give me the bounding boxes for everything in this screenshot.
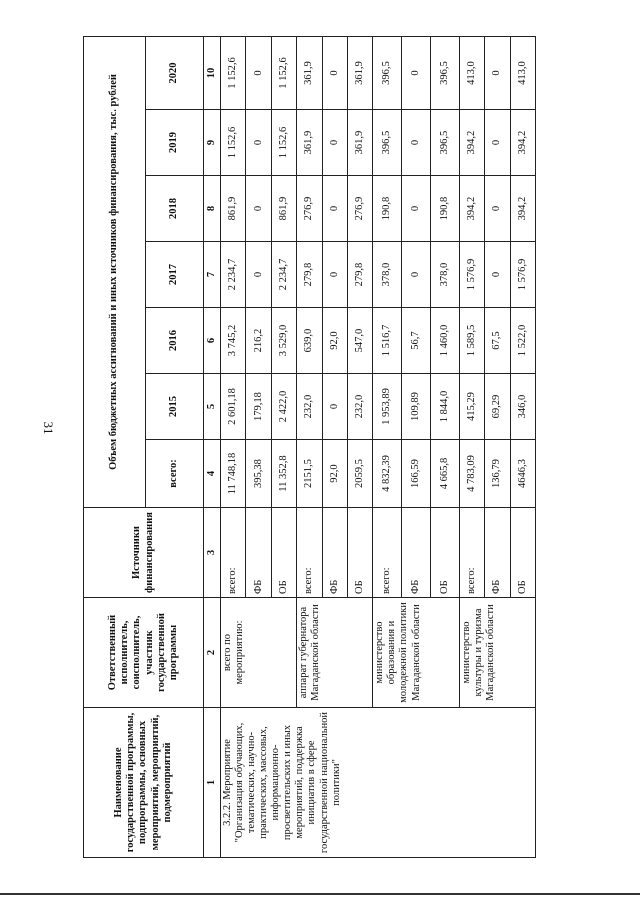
funding-source: ФБ (322, 508, 347, 598)
amount-cell: 346,0 (510, 374, 536, 440)
header-year-2018: 2018 (146, 176, 204, 242)
amount-cell: 1 152,6 (271, 110, 296, 176)
funding-source: ФБ (402, 508, 431, 598)
col-number: 5 (204, 374, 221, 440)
amount-cell: 378,0 (373, 242, 402, 308)
funding-source: ОБ (510, 508, 536, 598)
amount-cell: 361,9 (347, 110, 372, 176)
amount-cell: 92,0 (322, 440, 347, 508)
amount-cell: 2151,5 (297, 440, 322, 508)
amount-cell: 109,89 (402, 374, 431, 440)
financing-table (83, 36, 536, 858)
header-year-2015: 2015 (146, 374, 204, 440)
col-number: 8 (204, 176, 221, 242)
amount-cell: 69,29 (485, 374, 510, 440)
col-number: 6 (204, 308, 221, 374)
amount-cell: 396,5 (373, 36, 402, 109)
amount-cell: 413,0 (459, 36, 484, 109)
header-volume: Объем бюджетных ассигнований и иных источников финансирования, тыс. рублей (84, 36, 146, 507)
col-number: 1 (204, 708, 221, 858)
amount-cell: 232,0 (297, 374, 322, 440)
executor-all: всего по мероприятию: (221, 598, 297, 708)
amount-cell: 4 665,8 (430, 440, 459, 508)
amount-cell: 413,0 (510, 36, 536, 109)
header-year-2017: 2017 (146, 242, 204, 308)
amount-cell: 4 783,09 (459, 440, 484, 508)
rotated-table-wrapper (83, 37, 536, 858)
amount-cell: 3 745,2 (221, 308, 246, 374)
amount-cell: 179,18 (246, 374, 271, 440)
funding-source: всего: (373, 508, 402, 598)
amount-cell: 92,0 (322, 308, 347, 374)
amount-cell: 0 (485, 242, 510, 308)
amount-cell: 361,9 (347, 36, 372, 109)
funding-source: всего: (459, 508, 484, 598)
amount-cell: 0 (246, 110, 271, 176)
executor-education-ministry: министерство образования и молодежной политики Магаданской области (373, 598, 459, 708)
amount-cell: 1 576,9 (459, 242, 484, 308)
amount-cell: 190,8 (373, 176, 402, 242)
amount-cell: 1 152,6 (221, 110, 246, 176)
funding-source: ОБ (347, 508, 372, 598)
page-number: 31 (41, 421, 56, 435)
amount-cell: 0 (402, 176, 431, 242)
header-year-2020: 2020 (146, 36, 204, 109)
amount-cell: 0 (485, 110, 510, 176)
amount-cell: 1 844,0 (430, 374, 459, 440)
amount-cell: 136,79 (485, 440, 510, 508)
amount-cell: 67,5 (485, 308, 510, 374)
amount-cell: 0 (485, 176, 510, 242)
header-executor: Ответственный исполнитель, соисполнитель, участник государственной программы (84, 598, 204, 708)
amount-cell: 394,2 (459, 110, 484, 176)
amount-cell: 1 953,89 (373, 374, 402, 440)
amount-cell: 378,0 (430, 242, 459, 308)
funding-source: всего: (297, 508, 322, 598)
amount-cell: 0 (402, 110, 431, 176)
amount-cell: 0 (322, 374, 347, 440)
amount-cell: 639,0 (297, 308, 322, 374)
amount-cell: 394,2 (459, 176, 484, 242)
funding-source: ФБ (485, 508, 510, 598)
amount-cell: 2 422,0 (271, 374, 296, 440)
amount-cell: 0 (402, 36, 431, 109)
header-name: Наименование государственной программы, подпрограммы, основных мероприятий, мероприятий, подмероприятий (84, 708, 204, 858)
measure-name: 3.2.2. Мероприятие "Организация обучающих, тематических, научно-практических, массовых, информационно-просветительских и иных мероприятий, поддержка инициатив в сфере государственной национальной политики" (221, 708, 536, 858)
amount-cell: 232,0 (347, 374, 372, 440)
funding-source: ОБ (430, 508, 459, 598)
amount-cell: 276,9 (297, 176, 322, 242)
amount-cell: 1 516,7 (373, 308, 402, 374)
col-number: 3 (204, 508, 221, 598)
amount-cell: 0 (246, 242, 271, 308)
header-year-2016: 2016 (146, 308, 204, 374)
amount-cell: 190,8 (430, 176, 459, 242)
amount-cell: 394,2 (510, 176, 536, 242)
amount-cell: 276,9 (347, 176, 372, 242)
amount-cell: 1 576,9 (510, 242, 536, 308)
amount-cell: 2 601,18 (221, 374, 246, 440)
amount-cell: 415,29 (459, 374, 484, 440)
amount-cell: 1 152,6 (221, 36, 246, 109)
amount-cell: 279,8 (297, 242, 322, 308)
amount-cell: 861,9 (221, 176, 246, 242)
col-number: 2 (204, 598, 221, 708)
amount-cell: 279,8 (347, 242, 372, 308)
amount-cell: 0 (246, 36, 271, 109)
amount-cell: 56,7 (402, 308, 431, 374)
header-total: всего: (146, 440, 204, 508)
amount-cell: 216,2 (246, 308, 271, 374)
scan-bottom-edge (0, 893, 640, 895)
amount-cell: 1 460,0 (430, 308, 459, 374)
col-number: 4 (204, 440, 221, 508)
amount-cell: 11 352,8 (271, 440, 296, 508)
amount-cell: 0 (322, 242, 347, 308)
amount-cell: 547,0 (347, 308, 372, 374)
executor-culture-ministry: министерство культуры и туризма Магаданской области (459, 598, 535, 708)
amount-cell: 396,5 (430, 110, 459, 176)
funding-source: всего: (221, 508, 246, 598)
amount-cell: 4646,3 (510, 440, 536, 508)
amount-cell: 3 529,0 (271, 308, 296, 374)
amount-cell: 4 832,39 (373, 440, 402, 508)
amount-cell: 395,38 (246, 440, 271, 508)
amount-cell: 2 234,7 (221, 242, 246, 308)
amount-cell: 1 152,6 (271, 36, 296, 109)
amount-cell: 361,9 (297, 110, 322, 176)
amount-cell: 861,9 (271, 176, 296, 242)
amount-cell: 2 234,7 (271, 242, 296, 308)
funding-source: ФБ (246, 508, 271, 598)
amount-cell: 0 (322, 36, 347, 109)
col-number: 10 (204, 36, 221, 109)
funding-source: ОБ (271, 508, 296, 598)
amount-cell: 396,5 (373, 110, 402, 176)
amount-cell: 361,9 (297, 36, 322, 109)
amount-cell: 11 748,18 (221, 440, 246, 508)
amount-cell: 0 (246, 176, 271, 242)
amount-cell: 1 589,5 (459, 308, 484, 374)
amount-cell: 394,2 (510, 110, 536, 176)
table-row (221, 36, 246, 857)
amount-cell: 396,5 (430, 36, 459, 109)
rotated-table (83, 37, 536, 858)
amount-cell: 0 (322, 176, 347, 242)
amount-cell: 0 (485, 36, 510, 109)
executor-governor-office: аппарат губернатора Магаданской области (297, 598, 373, 708)
col-number: 9 (204, 110, 221, 176)
header-year-2019: 2019 (146, 110, 204, 176)
amount-cell: 2059,5 (347, 440, 372, 508)
amount-cell: 0 (402, 242, 431, 308)
header-sources: Источники финансирования (84, 508, 204, 598)
amount-cell: 166,59 (402, 440, 431, 508)
amount-cell: 1 522,0 (510, 308, 536, 374)
amount-cell: 0 (322, 110, 347, 176)
col-number: 7 (204, 242, 221, 308)
